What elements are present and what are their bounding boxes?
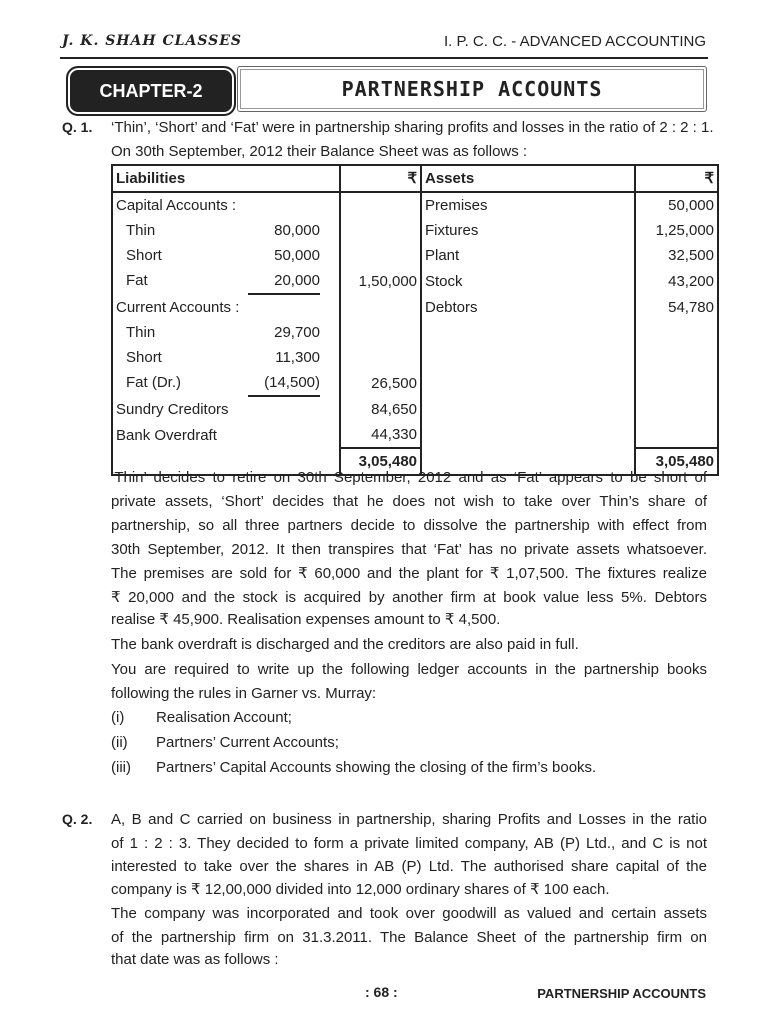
q1-paragraph-line: You are required to write up the following ledger accounts in the partnership books [111, 661, 707, 678]
q2-paragraph-line: The company was incorporated and took over goodwill as valued and certain assets [111, 905, 707, 922]
partner-name: Short [126, 247, 162, 264]
table-row [112, 218, 718, 243]
table-row [112, 192, 718, 218]
q1-paragraph-line: 30th September, 2012. It then transpires that ‘Fat’ has no private assets whatsoever. [111, 541, 707, 558]
partner-amount: (14,500) [248, 370, 320, 397]
rupee-header: ₹ [340, 165, 421, 192]
table-row [112, 295, 718, 320]
asset-amount: 50,000 [635, 192, 718, 218]
asset-amount [635, 345, 718, 370]
item-text: Realisation Account; [156, 709, 292, 726]
asset-amount: 54,780 [635, 295, 718, 320]
q1-intro: On 30th September, 2012 their Balance Sheet was as follows : [111, 143, 528, 160]
asset-label: Plant [421, 243, 635, 268]
list-item [111, 731, 707, 755]
liability-amount [340, 295, 421, 320]
assets-header: Assets [421, 165, 635, 192]
liability-amount [340, 320, 421, 345]
asset-label [421, 345, 635, 370]
q1-paragraph-line: ₹ 20,000 and the stock is acquired by another firm at book value less 5%. Debtors [111, 589, 707, 606]
brand-name: J. K. SHAH CLASSES [62, 33, 243, 49]
course-title: I. P. C. C. - ADVANCED ACCOUNTING [444, 33, 706, 50]
q1-paragraph-line: following the rules in Garner vs. Murray: [111, 685, 377, 702]
q1-intro: ‘Thin’, ‘Short’ and ‘Fat’ were in partnership sharing profits and losses in the ratio of 2 : 2 : 1. [111, 119, 714, 136]
item-number: (ii) [111, 734, 128, 751]
asset-label: Stock [421, 268, 635, 295]
asset-label [421, 370, 635, 397]
partner-amount: 20,000 [248, 268, 320, 295]
item-text: Partners’ Capital Accounts showing the closing of the firm’s books. [156, 759, 597, 776]
chapter-title: PARTNERSHIP ACCOUNTS [237, 66, 707, 112]
item-text: Partners’ Current Accounts; [156, 734, 339, 751]
asset-amount: 32,500 [635, 243, 718, 268]
q1-paragraph-line: private assets, ‘Short’ decides that he does not wish to take over Thin’s share of [111, 493, 707, 510]
table-row [112, 422, 718, 448]
partner-name: Thin [126, 324, 156, 341]
asset-amount: 43,200 [635, 268, 718, 295]
page-number: : 68 : [365, 984, 398, 1000]
asset-label [421, 397, 635, 422]
partner-amount: 29,700 [274, 324, 320, 341]
item-number: (i) [111, 709, 125, 726]
table-row [112, 345, 718, 370]
liabilities-header: Liabilities [112, 165, 340, 192]
q2-paragraph-line: A, B and C carried on business in partnership, sharing Profits and Losses in the ratio [111, 811, 707, 828]
liability-label: Current Accounts : [116, 299, 240, 316]
list-item [111, 706, 707, 730]
liability-amount: 26,500 [340, 370, 421, 397]
asset-label [421, 422, 635, 448]
partner-name: Short [126, 349, 162, 366]
q1-paragraph-line: partnership, so all three partners decide to dissolve the partnership with effect from [111, 517, 707, 534]
table-row [112, 243, 718, 268]
partner-name: Fat [126, 272, 148, 289]
liability-label: Bank Overdraft [116, 426, 217, 444]
asset-amount: 1,25,000 [635, 218, 718, 243]
q1-paragraph-line: ‘Thin’ decides to retire on 30th September, 2012 and as ‘Fat’ appears to be short of [111, 469, 707, 486]
header-rule [60, 57, 708, 59]
liability-label: Sundry Creditors [116, 401, 229, 418]
balance-sheet-table [111, 164, 719, 476]
asset-amount [635, 320, 718, 345]
total-assets: 3,05,480 [635, 448, 718, 475]
q2-paragraph-line: of 1 : 2 : 3. They decided to form a private limited company, AB (P) Ltd., and C is not [111, 835, 707, 852]
liability-amount [340, 345, 421, 370]
liability-amount [340, 192, 421, 218]
asset-label [421, 320, 635, 345]
liability-amount: 1,50,000 [340, 268, 421, 295]
question-number: Q. 2. [62, 811, 93, 827]
liability-amount: 44,330 [340, 422, 421, 448]
partner-amount: 50,000 [274, 247, 320, 264]
table-row [112, 320, 718, 345]
footer-title: PARTNERSHIP ACCOUNTS [537, 986, 706, 1001]
q1-paragraph-line: realise ₹ 45,900. Realisation expenses amount to ₹ 4,500. [111, 611, 501, 628]
partner-amount: 11,300 [275, 349, 320, 366]
rupee-header: ₹ [635, 165, 718, 192]
q1-paragraph-line: The premises are sold for ₹ 60,000 and the plant for ₹ 1,07,500. The fixtures realize [111, 565, 707, 582]
asset-amount [635, 422, 718, 448]
liability-amount [340, 218, 421, 243]
partner-amount: 80,000 [274, 222, 320, 239]
asset-amount [635, 397, 718, 422]
liability-label: Capital Accounts : [116, 197, 237, 214]
question-number: Q. 1. [62, 119, 93, 135]
partner-name: Fat (Dr.) [126, 374, 181, 391]
q1-paragraph-line: The bank overdraft is discharged and the creditors are also paid in full. [111, 636, 579, 653]
total-liabilities: 3,05,480 [340, 448, 421, 475]
q2-paragraph-line: of the partnership firm on 31.3.2011. The Balance Sheet of the partnership firm on [111, 929, 707, 946]
asset-label: Debtors [421, 295, 635, 320]
table-row [112, 397, 718, 422]
liability-amount [340, 243, 421, 268]
partner-name: Thin [126, 222, 156, 239]
chapter-badge: CHAPTER-2 [66, 66, 236, 116]
asset-amount [635, 370, 718, 397]
q2-paragraph-line: that date was as follows : [111, 951, 279, 968]
liability-amount: 84,650 [340, 397, 421, 422]
list-item [111, 756, 707, 780]
table-row [112, 268, 718, 295]
asset-label: Premises [421, 192, 635, 218]
q2-paragraph-line: company is ₹ 12,00,000 divided into 12,000 ordinary shares of ₹ 100 each. [111, 881, 610, 898]
q2-paragraph-line: interested to take over the shares in AB (P) Ltd. The authorised share capital of the [111, 858, 707, 875]
asset-label: Fixtures [421, 218, 635, 243]
table-row [112, 370, 718, 397]
item-number: (iii) [111, 759, 131, 776]
